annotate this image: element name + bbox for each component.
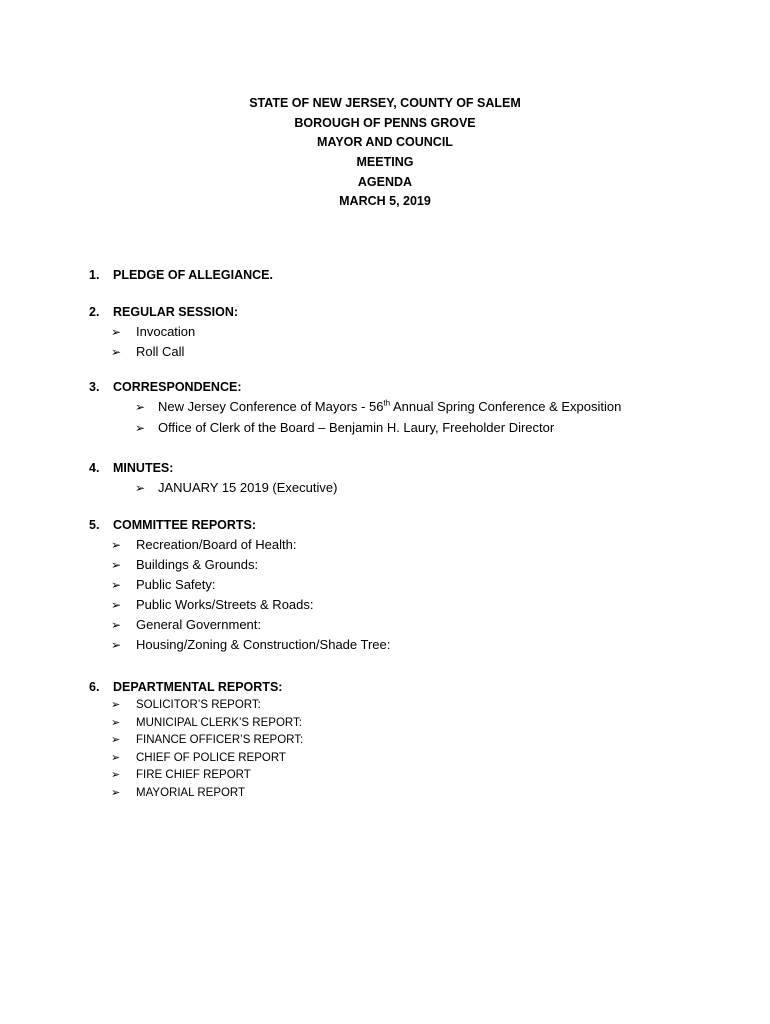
arrow-bullet-icon: ➢ bbox=[111, 716, 121, 729]
item-text-before-sup: New Jersey Conference of Mayors - 56 bbox=[158, 399, 384, 414]
item-text: Roll Call bbox=[136, 344, 185, 359]
list-item bbox=[89, 750, 749, 768]
section-heading bbox=[89, 266, 749, 285]
section-items bbox=[89, 397, 749, 438]
section-title: REGULAR SESSION: bbox=[113, 305, 239, 319]
item-text: Office of Clerk of the Board – Benjamin H. Laury, Freeholder Director bbox=[158, 419, 555, 435]
section-minutes bbox=[89, 459, 749, 499]
list-item bbox=[89, 418, 749, 439]
section-number: 3. bbox=[89, 380, 100, 394]
list-item bbox=[89, 785, 749, 803]
list-item bbox=[89, 478, 749, 499]
section-heading bbox=[89, 303, 749, 322]
section-number: 6. bbox=[89, 680, 100, 694]
section-title: CORRESPONDENCE: bbox=[113, 380, 242, 394]
arrow-bullet-icon: ➢ bbox=[111, 786, 121, 799]
header-meeting: MEETING bbox=[356, 155, 414, 170]
list-item bbox=[89, 575, 749, 595]
item-text: General Government: bbox=[136, 617, 262, 632]
arrow-bullet-icon: ➢ bbox=[111, 699, 121, 711]
section-heading bbox=[89, 516, 749, 535]
section-heading bbox=[89, 459, 749, 478]
agenda-header bbox=[0, 94, 770, 212]
list-item bbox=[89, 697, 749, 715]
section-heading bbox=[89, 678, 749, 697]
arrow-bullet-icon: ➢ bbox=[111, 345, 122, 359]
section-heading bbox=[89, 378, 749, 397]
section-title: MINUTES: bbox=[113, 461, 174, 475]
section-title: PLEDGE OF ALLEGIANCE. bbox=[113, 268, 273, 282]
arrow-bullet-icon: ➢ bbox=[111, 734, 121, 746]
section-title: DEPARTMENTAL REPORTS: bbox=[113, 680, 283, 694]
arrow-bullet-icon: ➢ bbox=[135, 400, 146, 414]
header-borough: BOROUGH OF PENNS GROVE bbox=[294, 115, 476, 130]
arrow-bullet-icon: ➢ bbox=[111, 598, 122, 612]
item-text: FIRE CHIEF REPORT bbox=[136, 769, 251, 781]
section-departmental-reports bbox=[89, 678, 749, 802]
arrow-bullet-icon: ➢ bbox=[111, 325, 122, 339]
list-item bbox=[89, 322, 749, 342]
list-item bbox=[89, 715, 749, 733]
section-correspondence bbox=[89, 378, 749, 438]
arrow-bullet-icon: ➢ bbox=[111, 558, 122, 572]
arrow-bullet-icon: ➢ bbox=[135, 420, 146, 435]
section-number: 5. bbox=[89, 518, 100, 532]
list-item bbox=[89, 635, 749, 655]
section-title: COMMITTEE REPORTS: bbox=[113, 518, 257, 532]
header-body: MAYOR AND COUNCIL bbox=[317, 135, 453, 150]
list-item bbox=[89, 342, 749, 362]
section-items bbox=[89, 697, 749, 802]
section-items bbox=[89, 535, 749, 655]
item-text: SOLICITOR’S REPORT: bbox=[136, 699, 261, 711]
header-date: MARCH 5, 2019 bbox=[339, 194, 431, 209]
section-number: 2. bbox=[89, 305, 100, 319]
item-text-after-sup: Annual Spring Conference & Exposition bbox=[390, 399, 622, 414]
list-item bbox=[89, 595, 749, 615]
section-pledge bbox=[89, 266, 749, 285]
arrow-bullet-icon: ➢ bbox=[111, 638, 122, 652]
list-item bbox=[89, 535, 749, 555]
arrow-bullet-icon: ➢ bbox=[111, 769, 121, 781]
item-text: FINANCE OFFICER’S REPORT: bbox=[136, 734, 304, 746]
arrow-bullet-icon: ➢ bbox=[111, 618, 122, 632]
section-committee-reports bbox=[89, 516, 749, 655]
list-item bbox=[89, 767, 749, 785]
item-text: Invocation bbox=[136, 324, 196, 339]
section-regular-session bbox=[89, 303, 749, 362]
item-text: Recreation/Board of Health: bbox=[136, 537, 297, 552]
arrow-bullet-icon: ➢ bbox=[111, 751, 121, 764]
ordinal-superscript: th bbox=[383, 398, 391, 408]
item-text: Public Works/Streets & Roads: bbox=[136, 597, 314, 612]
section-items bbox=[89, 478, 749, 499]
section-number: 1. bbox=[89, 268, 100, 282]
list-item bbox=[89, 615, 749, 635]
item-text: Public Safety: bbox=[136, 577, 216, 592]
item-text: Housing/Zoning & Construction/Shade Tree: bbox=[136, 637, 391, 652]
header-agenda: AGENDA bbox=[357, 174, 413, 189]
item-text: CHIEF OF POLICE REPORT bbox=[136, 751, 286, 764]
section-items bbox=[89, 322, 749, 362]
item-text: Buildings & Grounds: bbox=[136, 557, 259, 572]
arrow-bullet-icon: ➢ bbox=[111, 578, 122, 592]
list-item bbox=[89, 732, 749, 750]
item-text: JANUARY 15 2019 (Executive) bbox=[158, 480, 338, 495]
list-item bbox=[89, 555, 749, 575]
item-text: MUNICIPAL CLERK’S REPORT: bbox=[136, 716, 302, 729]
arrow-bullet-icon: ➢ bbox=[135, 481, 146, 495]
item-text: MAYORIAL REPORT bbox=[136, 786, 246, 799]
section-number: 4. bbox=[89, 461, 100, 475]
header-state-county: STATE OF NEW JERSEY, COUNTY OF SALEM bbox=[249, 96, 521, 110]
arrow-bullet-icon: ➢ bbox=[111, 538, 122, 552]
list-item bbox=[89, 397, 749, 418]
